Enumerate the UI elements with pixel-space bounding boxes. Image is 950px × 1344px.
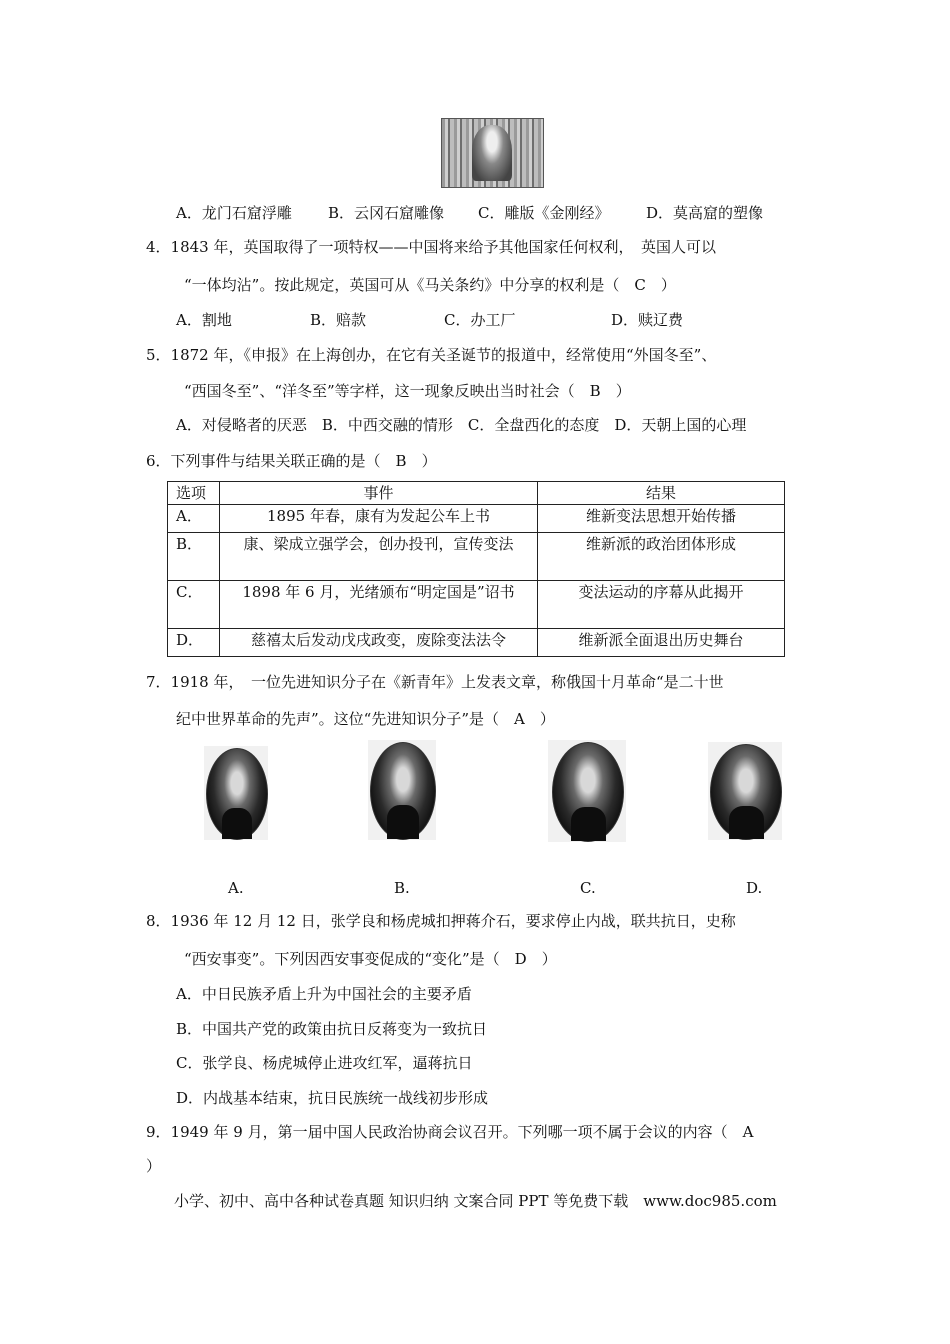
table-cell-result: 变法运动的序幕从此揭开	[538, 581, 785, 629]
table-header-row	[168, 482, 785, 505]
q8-stem-line2: “西安事变”。下列因西安事变促成的“变化”是（ D ）	[184, 950, 557, 968]
q8-option-b: B．中国共产党的政策由抗日反蒋变为一致抗日	[176, 1020, 488, 1038]
q3-option-a: A．龙门石窟浮雕	[176, 204, 292, 222]
q5-options: A．对侵略者的厌恶 B．中西交融的情形 C．全盘西化的态度 D．天朝上国的心理	[176, 416, 747, 434]
portrait-a-photo	[206, 748, 268, 840]
q3-option-c: C．雕版《金刚经》	[478, 204, 610, 222]
table-cell-option: D．	[168, 629, 220, 657]
q8-option-d: D．内战基本结束，抗日民族统一战线初步形成	[176, 1089, 489, 1107]
portrait-label-c: C.	[580, 879, 596, 897]
footer-text: 小学、初中、高中各种试卷真题 知识归纳 文案合同 PPT 等免费下载 www.doc985.com	[174, 1192, 777, 1210]
table-row	[168, 505, 785, 533]
table-row	[168, 629, 785, 657]
table-cell-option: A．	[168, 505, 220, 533]
q3-option-d: D．莫高窟的塑像	[646, 204, 764, 222]
table-cell-event: 1895 年春，康有为发起公车上书	[220, 505, 538, 533]
q4-stem-line1: 4．1843 年，英国取得了一项特权——中国将来给予其他国家任何权利， 英国人可以	[146, 238, 716, 256]
table-cell-event: 1898 年 6 月，光绪颁布“明定国是”诏书	[220, 581, 538, 629]
q7-stem-line1: 7．1918 年， 一位先进知识分子在《新青年》上发表文章，称俄国十月革命“是二十世	[146, 673, 724, 691]
q8-stem-line1: 8．1936 年 12 月 12 日，张学良和杨虎城扣押蒋介石，要求停止内战，联共抗日，史称	[146, 912, 736, 930]
q5-stem-line2: “西国冬至”、“洋冬至”等字样，这一现象反映出当时社会（ B ）	[184, 382, 631, 400]
table-header-option: 选项	[168, 482, 220, 505]
table-row	[168, 533, 785, 581]
table-cell-result: 维新变法思想开始传播	[538, 505, 785, 533]
q7-stem-line2: 纪中世界革命的先声”。这位“先进知识分子”是（ A ）	[176, 710, 555, 728]
portrait-b-photo	[370, 742, 436, 840]
table-cell-option: C．	[168, 581, 220, 629]
q6-stem: 6．下列事件与结果关联正确的是（ B ）	[146, 452, 437, 470]
table-row	[168, 581, 785, 629]
q6-table	[167, 481, 785, 657]
q4-option-b: B．赔款	[310, 311, 367, 329]
portrait-label-a: A.	[228, 879, 244, 897]
portrait-label-d: D.	[746, 879, 763, 897]
q4-stem-line2: “一体均沾”。按此规定，英国可从《马关条约》中分享的权利是（ C ）	[184, 276, 676, 294]
q3-option-b: B．云冈石窟雕像	[328, 204, 445, 222]
q9-stem-line1: 9．1949 年 9 月，第一届中国人民政治协商会议召开。下列哪一项不属于会议的内容（ A	[146, 1123, 754, 1141]
q4-option-a: A．割地	[176, 311, 232, 329]
grotto-relief-photo	[441, 118, 544, 188]
table-cell-option: B．	[168, 533, 220, 581]
portrait-d-photo	[710, 744, 782, 840]
q5-stem-line1: 5．1872 年，《申报》在上海创办，在它有关圣诞节的报道中，经常使用“外国冬至”、	[146, 346, 717, 364]
portrait-c-photo	[552, 742, 624, 842]
q8-option-a: A．中日民族矛盾上升为中国社会的主要矛盾	[176, 985, 472, 1003]
q8-option-c: C．张学良、杨虎城停止进攻红军，逼蒋抗日	[176, 1054, 473, 1072]
table-cell-result: 维新派的政治团体形成	[538, 533, 785, 581]
q4-option-d: D．赎辽费	[611, 311, 684, 329]
table-cell-result: 维新派全面退出历史舞台	[538, 629, 785, 657]
q9-stem-line2: ）	[146, 1157, 162, 1175]
table-cell-event: 康、梁成立强学会，创办投刊，宣传变法	[220, 533, 538, 581]
table-cell-event: 慈禧太后发动戊戌政变，废除变法法令	[220, 629, 538, 657]
table-header-event: 事件	[220, 482, 538, 505]
table-header-result: 结果	[538, 482, 785, 505]
q4-option-c: C．办工厂	[444, 311, 516, 329]
portrait-label-b: B.	[394, 879, 410, 897]
